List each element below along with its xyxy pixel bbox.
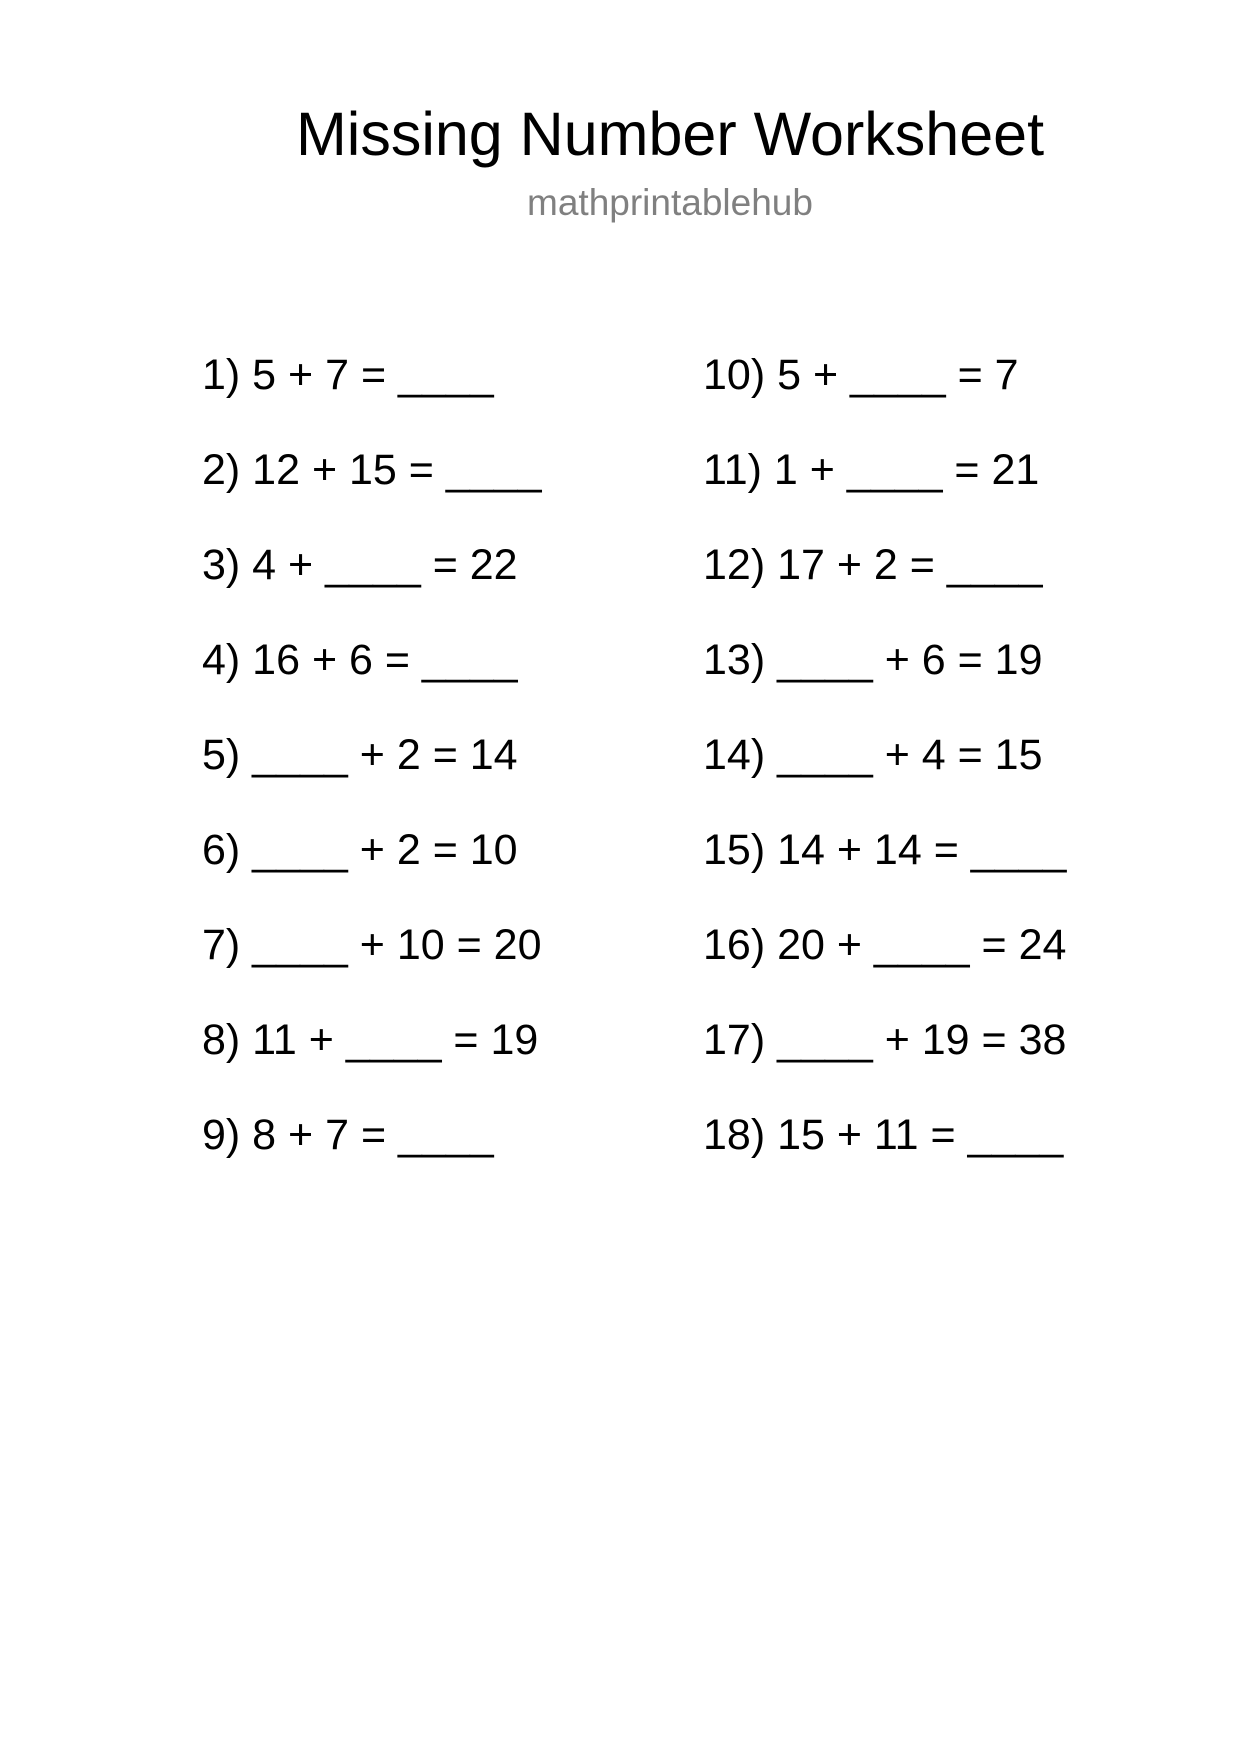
problem-7: 7) ____ + 10 = 20 xyxy=(202,921,542,969)
problem-2: 2) 12 + 15 = ____ xyxy=(202,446,542,494)
problem-9: 9) 8 + 7 = ____ xyxy=(202,1111,494,1159)
problem-11: 11) 1 + ____ = 21 xyxy=(703,446,1040,494)
problem-13: 13) ____ + 6 = 19 xyxy=(703,636,1043,684)
problem-3: 3) 4 + ____ = 22 xyxy=(202,541,518,589)
problem-6: 6) ____ + 2 = 10 xyxy=(202,826,518,874)
worksheet-source: mathprintablehub xyxy=(527,182,813,223)
problem-10: 10) 5 + ____ = 7 xyxy=(703,351,1019,399)
problem-16: 16) 20 + ____ = 24 xyxy=(703,921,1067,969)
problem-5: 5) ____ + 2 = 14 xyxy=(202,731,518,779)
problem-12: 12) 17 + 2 = ____ xyxy=(703,541,1043,589)
problem-15: 15) 14 + 14 = ____ xyxy=(703,826,1067,874)
problem-17: 17) ____ + 19 = 38 xyxy=(703,1016,1067,1064)
problems-column-right xyxy=(703,349,1066,1204)
problem-8: 8) 11 + ____ = 19 xyxy=(202,1016,539,1064)
problem-4: 4) 16 + 6 = ____ xyxy=(202,636,518,684)
problem-14: 14) ____ + 4 = 15 xyxy=(703,731,1043,779)
problem-18: 18) 15 + 11 = ____ xyxy=(703,1111,1064,1159)
worksheet-title: Missing Number Worksheet xyxy=(295,100,1045,168)
problem-1: 1) 5 + 7 = ____ xyxy=(202,351,494,399)
problems-column-left xyxy=(202,349,542,1204)
